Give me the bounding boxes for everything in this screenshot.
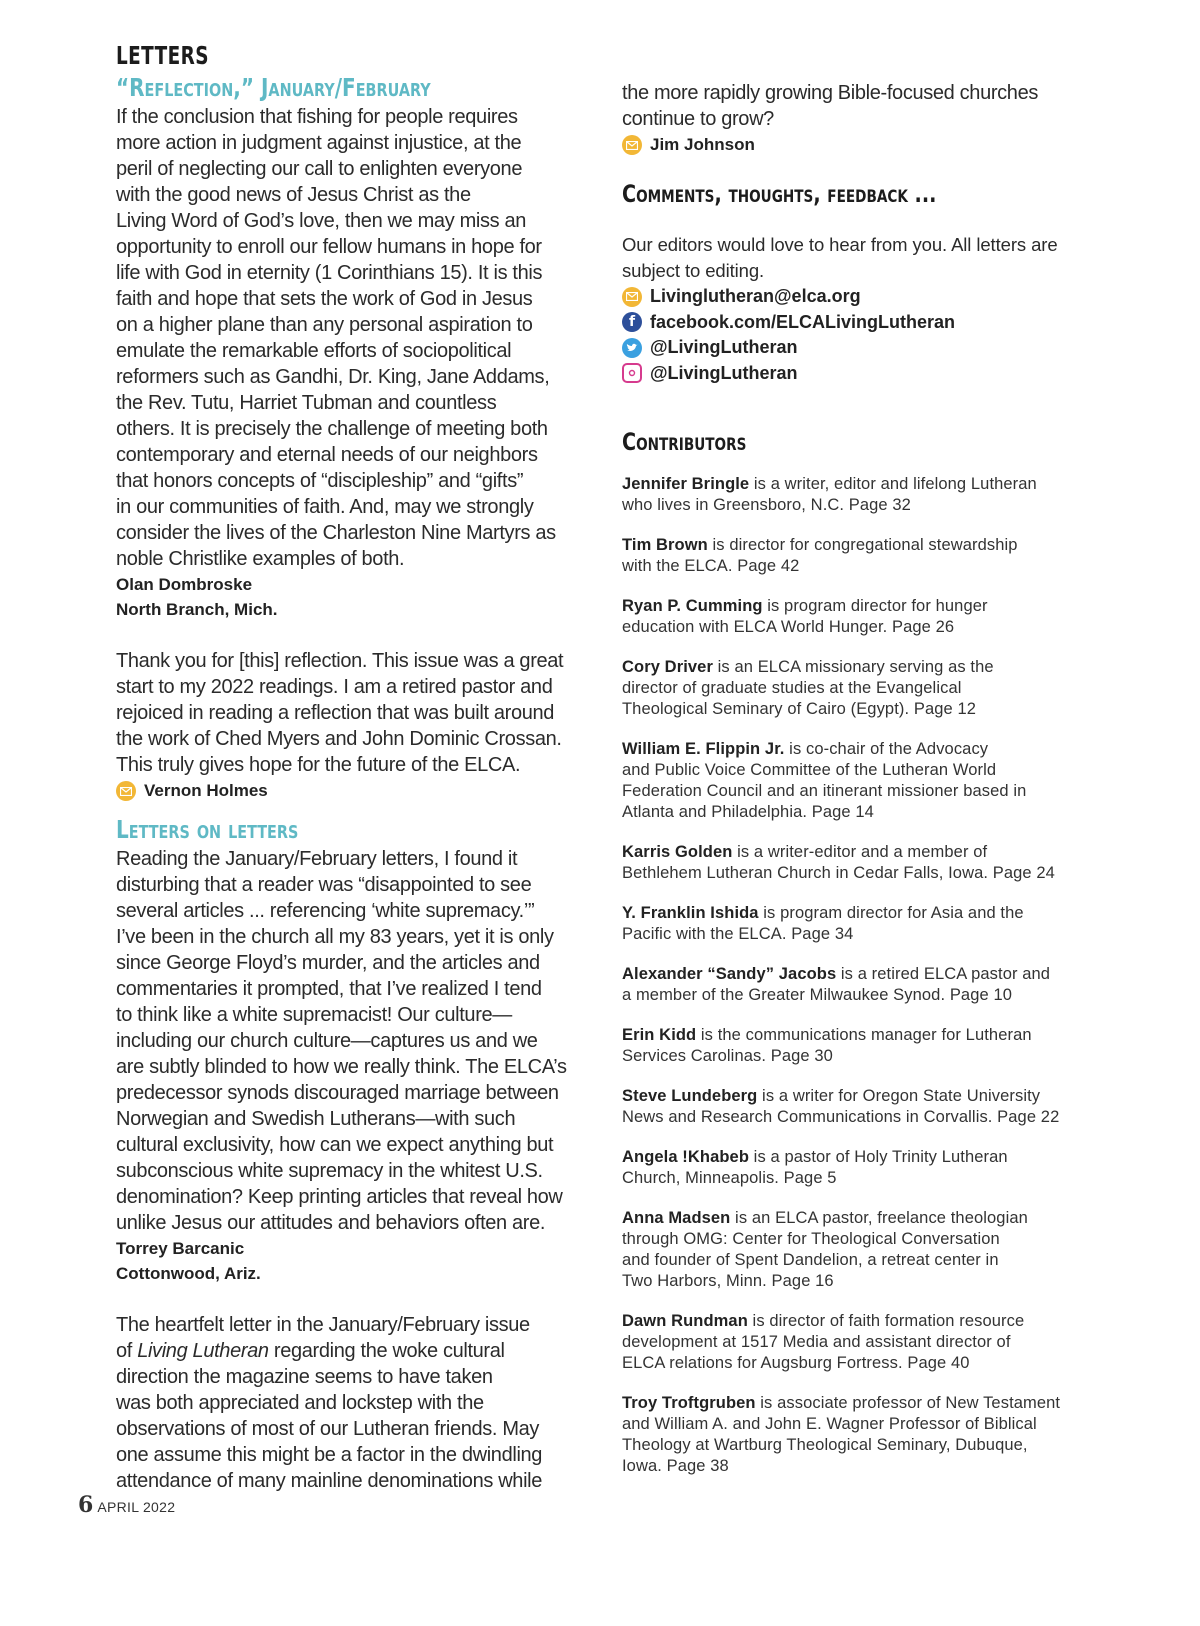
letter1-line: contemporary and eternal needs of our neighbors xyxy=(116,444,538,466)
contributor-bio: ELCA relations for Augsburg Fortress. Page 40 xyxy=(622,1354,970,1372)
contact-facebook[interactable] xyxy=(622,310,1092,336)
letter-4-line: of Living Lutheran regarding the woke cultural xyxy=(116,1340,505,1362)
contributor-bio: is a writer-editor and a member of xyxy=(732,843,988,861)
contributor-name: Jennifer Bringle xyxy=(622,475,750,493)
contact-instagram[interactable] xyxy=(622,361,1092,387)
issue-date: APRIL 2022 xyxy=(97,1499,176,1515)
contributor-entry xyxy=(622,1311,1092,1374)
magazine-title: Living Lutheran xyxy=(137,1340,269,1362)
left-column xyxy=(116,40,586,1494)
letter2-line: This truly gives hope for the future of the ELCA. xyxy=(116,754,521,776)
letter3-line: unlike Jesus our attitudes and behaviors often are. xyxy=(116,1212,546,1234)
letter3-line: since George Floyd’s murder, and the articles and xyxy=(116,952,540,974)
contributor-bio: Two Harbors, Minn. Page 16 xyxy=(622,1272,834,1290)
contributor-bio: and founder of Spent Dandelion, a retreat center in xyxy=(622,1251,999,1269)
twitter-icon xyxy=(622,338,642,358)
contact-twitter[interactable] xyxy=(622,335,1092,361)
letter3-line: cultural exclusivity, how can we expect anything but xyxy=(116,1134,554,1156)
contributor-bio: who lives in Greensboro, N.C. Page 32 xyxy=(622,496,911,514)
letter4rest-line: observations of most of our Lutheran friends. May xyxy=(116,1418,540,1440)
letter-1-location: North Branch, Mich. xyxy=(116,600,278,619)
contributor-bio: Pacific with the ELCA. Page 34 xyxy=(622,925,854,943)
contributor-bio: and William A. and John E. Wagner Professor of Biblical xyxy=(622,1415,1037,1433)
letter3-line: Norwegian and Swedish Lutherans—with such xyxy=(116,1108,516,1130)
contributor-bio: is associate professor of New Testament xyxy=(755,1394,1061,1412)
contributor-bio: through OMG: Center for Theological Conversation xyxy=(622,1230,1000,1248)
letter1-line: in our communities of faith. And, may we strongly xyxy=(116,496,534,518)
contributor-entry xyxy=(622,474,1092,516)
letter3-line: denomination? Keep printing articles that reveal how xyxy=(116,1186,563,1208)
letter1-line: others. It is precisely the challenge of meeting both xyxy=(116,418,548,440)
contact-instagram-text[interactable]: @LivingLutheran xyxy=(650,362,798,383)
contributor-bio: is a writer, editor and lifelong Lutheran xyxy=(749,475,1037,493)
letter2-line: start to my 2022 readings. I am a retired pastor and xyxy=(116,676,553,698)
contributor-name: Steve Lundeberg xyxy=(622,1087,758,1105)
contributor-name: Karris Golden xyxy=(622,843,733,861)
contributor-bio: and Public Voice Committee of the Lutheran World xyxy=(622,761,997,779)
contributor-name: William E. Flippin Jr. xyxy=(622,740,785,758)
letter1-line: life with God in eternity (1 Corinthians 15). It is this xyxy=(116,262,543,284)
contributor-name: Tim Brown xyxy=(622,536,708,554)
contributor-entry xyxy=(622,903,1092,945)
contributor-bio: is an ELCA pastor, freelance theologian xyxy=(730,1209,1028,1227)
contributor-bio: is program director for Asia and the xyxy=(758,904,1024,922)
contributor-bio: Theological Seminary of Cairo (Egypt). Page 12 xyxy=(622,700,977,718)
contributor-bio: is an ELCA missionary serving as the xyxy=(712,658,994,676)
section-title: LETTERS xyxy=(116,41,209,70)
letter3-line: predecessor synods discouraged marriage between xyxy=(116,1082,559,1104)
letter3-line: are subtly blinded to how we really think. The ELCA’s xyxy=(116,1056,567,1078)
contributor-entry xyxy=(622,1208,1092,1292)
letter1-line: Living Word of God’s love, then we may miss an xyxy=(116,210,527,232)
contributor-bio: development at 1517 Media and assistant director of xyxy=(622,1333,1011,1351)
letter1-line: noble Christlike examples of both. xyxy=(116,548,405,570)
letter1-line: faith and hope that sets the work of God in Jesus xyxy=(116,288,533,310)
letter3-line: disturbing that a reader was “disappointed to see xyxy=(116,874,532,896)
letter1-line: on a higher plane than any personal aspiration to xyxy=(116,314,533,336)
contributor-name: Dawn Rundman xyxy=(622,1312,748,1330)
contact-email[interactable] xyxy=(622,284,1092,310)
contributor-bio: News and Research Communications in Corvallis. Page 22 xyxy=(622,1108,1060,1126)
letter4rest-line: direction the magazine seems to have taken xyxy=(116,1366,493,1388)
letter1-line: the Rev. Tutu, Harriet Tubman and countless xyxy=(116,392,497,414)
contributor-bio: Bethlehem Lutheran Church in Cedar Falls, Iowa. Page 24 xyxy=(622,864,1055,882)
contributor-entry xyxy=(622,535,1092,577)
letter3-line: subconscious white supremacy in the whitest U.S. xyxy=(116,1160,543,1182)
letter-4-body xyxy=(116,1312,586,1494)
letter3-line: commentaries it prompted, that I’ve realized I tend xyxy=(116,978,542,1000)
letter-4-line: The heartfelt letter in the January/February issue xyxy=(116,1314,530,1336)
contributor-entry xyxy=(622,739,1092,823)
contributor-bio: is a writer for Oregon State University xyxy=(757,1087,1041,1105)
letter3-line: several articles ... referencing ‘white supremacy.’” xyxy=(116,900,535,922)
facebook-icon: f xyxy=(622,312,642,332)
contributor-name: Cory Driver xyxy=(622,658,713,676)
contributor-name: Erin Kidd xyxy=(622,1026,697,1044)
contributor-bio: is director for congregational stewardship xyxy=(707,536,1018,554)
page-footer xyxy=(78,1492,175,1518)
letter1-line: If the conclusion that fishing for people requires xyxy=(116,106,518,128)
contributor-name: Troy Troftgruben xyxy=(622,1394,756,1412)
right-column xyxy=(622,80,1092,1496)
contributor-bio: is program director for hunger xyxy=(762,597,988,615)
contributor-name: Y. Franklin Ishida xyxy=(622,904,759,922)
page-number: 6 xyxy=(78,1492,94,1518)
email-icon xyxy=(622,287,642,307)
contributor-name: Anna Madsen xyxy=(622,1209,731,1227)
contributor-bio: Church, Minneapolis. Page 5 xyxy=(622,1169,837,1187)
contributor-bio: is director of faith formation resource xyxy=(747,1312,1025,1330)
contributor-entry xyxy=(622,1147,1092,1189)
letter4rest-line: attendance of many mainline denominations while xyxy=(116,1470,543,1492)
letter3-line: including our church culture—captures us and we xyxy=(116,1030,538,1052)
letter1-line: emulate the remarkable efforts of sociopolitical xyxy=(116,340,512,362)
letter-2-body xyxy=(116,648,586,778)
contact-twitter-text[interactable]: @LivingLutheran xyxy=(650,337,798,357)
letter-1-author: Olan Dombroske xyxy=(116,575,253,594)
letter1-line: reformers such as Gandhi, Dr. King, Jane Addams, xyxy=(116,366,550,388)
contributor-bio: with the ELCA. Page 42 xyxy=(622,557,800,575)
contributors-list xyxy=(622,474,1092,1477)
email-icon xyxy=(116,781,136,801)
letter3-line: I’ve been in the church all my 83 years, yet it is only xyxy=(116,926,554,948)
comments-heading: Comments, thoughts, feedback ... xyxy=(622,180,937,208)
letter1-line: consider the lives of the Charleston Nine Martyrs as xyxy=(116,522,556,544)
subhead-reflection: “Reflection,” January/February xyxy=(116,73,431,102)
letter-3-location: Cottonwood, Ariz. xyxy=(116,1264,261,1283)
contributor-bio: is the communications manager for Lutheran xyxy=(696,1026,1032,1044)
letter1-line: with the good news of Jesus Christ as the xyxy=(116,184,471,206)
letter3-line: Reading the January/February letters, I found it xyxy=(116,848,518,870)
letter4cont-line: the more rapidly growing Bible-focused churches xyxy=(622,82,1038,104)
letter-2-author: Vernon Holmes xyxy=(144,781,268,800)
contributor-name: Alexander “Sandy” Jacobs xyxy=(622,965,837,983)
comments-line: subject to editing. xyxy=(622,260,765,281)
letter-3-author: Torrey Barcanic xyxy=(116,1239,245,1258)
letter1-line: more action in judgment against injustice, at the xyxy=(116,132,522,154)
letter-4-signature xyxy=(622,132,1092,158)
contributor-bio: Services Carolinas. Page 30 xyxy=(622,1047,833,1065)
letter4rest-line: one assume this might be a factor in the dwindling xyxy=(116,1444,543,1466)
letter-4-author: Jim Johnson xyxy=(650,135,755,154)
contributor-name: Angela !Khabeb xyxy=(622,1148,749,1166)
contributor-entry xyxy=(622,657,1092,720)
letter2-line: rejoiced in reading a reflection that was built around xyxy=(116,702,555,724)
contributor-bio: is co-chair of the Advocacy xyxy=(784,740,989,758)
contributor-bio: education with ELCA World Hunger. Page 26 xyxy=(622,618,955,636)
letter2-line: the work of Ched Myers and John Dominic Crossan. xyxy=(116,728,562,750)
letter1-line: opportunity to enroll our fellow humans in hope for xyxy=(116,236,542,258)
instagram-icon xyxy=(622,363,642,383)
contact-facebook-text[interactable]: facebook.com/ELCALivingLutheran xyxy=(650,311,956,332)
contributor-entry xyxy=(622,1393,1092,1477)
contributor-bio: Iowa. Page 38 xyxy=(622,1457,729,1475)
contributor-bio: Federation Council and an itinerant missioner based in xyxy=(622,782,1027,800)
contributor-bio: director of graduate studies at the Evangelical xyxy=(622,679,962,697)
contributor-entry xyxy=(622,964,1092,1006)
letter4rest-line: was both appreciated and lockstep with the xyxy=(116,1392,484,1414)
comments-line: Our editors would love to hear from you. All letters are xyxy=(622,234,1058,255)
contributor-bio: Atlanta and Philadelphia. Page 14 xyxy=(622,803,874,821)
contributor-bio: is a pastor of Holy Trinity Lutheran xyxy=(749,1148,1008,1166)
letter3-line: to think like a white supremacist! Our culture— xyxy=(116,1004,512,1026)
subhead-letters-on-letters: Letters on letters xyxy=(116,815,299,844)
comments-body xyxy=(622,232,1092,284)
contributor-name: Ryan P. Cumming xyxy=(622,597,763,615)
letter-1-body xyxy=(116,104,586,572)
letter1-line: that honors concepts of “discipleship” and “gifts” xyxy=(116,470,524,492)
email-icon xyxy=(622,135,642,155)
contributor-entry xyxy=(622,1086,1092,1128)
letter4cont-line: continue to grow? xyxy=(622,108,774,130)
letter-2-signature xyxy=(116,778,586,804)
contributor-entry xyxy=(622,842,1092,884)
letter-3-body xyxy=(116,846,586,1236)
contributor-bio: is a retired ELCA pastor and xyxy=(836,965,1051,983)
letter1-line: peril of neglecting our call to enlighten everyone xyxy=(116,158,523,180)
contact-email-text[interactable]: Livinglutheran@elca.org xyxy=(650,286,861,306)
contributors-heading: Contributors xyxy=(622,428,747,456)
contributor-bio: Theology at Wartburg Theological Seminary, Dubuque, xyxy=(622,1436,1028,1454)
letter2-line: Thank you for [this] reflection. This issue was a great xyxy=(116,650,564,672)
contributor-entry xyxy=(622,1025,1092,1067)
contributor-entry xyxy=(622,596,1092,638)
letter-4-continued xyxy=(622,80,1092,132)
contributor-bio: a member of the Greater Milwaukee Synod. Page 10 xyxy=(622,986,1013,1004)
